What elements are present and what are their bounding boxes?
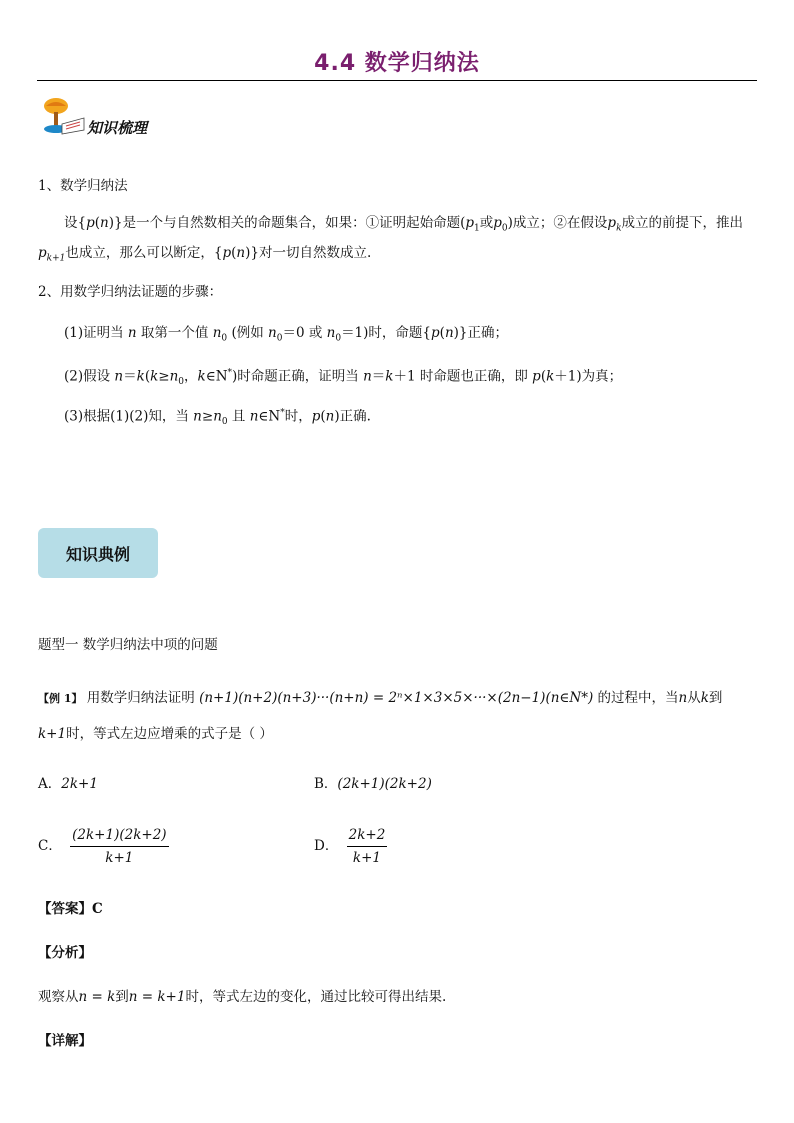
step-3: (3)根据(1)(2)知，当 $n\ge n_0$ 且 n∈N*时，p(n)正确. [64,408,371,428]
option-d: D． $\frac{2k+2}{k+1}$ [314,827,386,866]
item1-heading: 1、数学归纳法 [38,178,128,194]
example-line2: k+1时，等式左边应增乘的式子是（ ） [38,726,273,742]
option-b: B．(2k+1)(2k+2) [314,776,432,792]
example-line1: 【例 1】 用数学归纳法证明 (n+1)(n+2)(n+3)···(n+n) = 2ⁿ×1×3×5×···×(2n−1)(n∈N*) 的过程中，当n从k到 [38,690,723,706]
item2-heading: 2、用数学归纳法证题的步骤： [38,284,223,300]
item1-line2: $p_{k+1}$也成立，那么可以断定，{p(n)}对一切自然数成立. [38,245,372,264]
option-c: C． $\frac{(2k+1)(2k+2)}{k+1}$ [38,827,167,866]
analysis-text: 观察从n = k到n = k+1时，等式左边的变化，通过比较可得出结果. [38,989,447,1005]
lamp-icon [40,96,86,138]
step-2: (2)假设 $n=k(k\ge n_0$，k∈N*)时命题正确，证明当 n＝k＋1 时命题也正确，即 p(k＋1)为真； [64,368,623,388]
option-a: A．2k+1 [38,776,98,792]
page-title: 4.4 数学归纳法 [314,51,480,76]
title-divider [37,80,757,81]
section-badge: 知识典例 [38,528,158,578]
item1-line1: 设{p(n)}是一个与自然数相关的命题集合，如果：①证明起始命题($p_1$或$p_0$)成立；②在假设$p_k$成立的前提下，推出 [64,215,744,234]
analysis-heading: 【分析】 [38,945,92,961]
answer: 【答案】C [38,901,103,917]
section-label: 知识梳理 [87,119,148,137]
detail-heading: 【详解】 [38,1033,92,1049]
type-heading: 题型一 数学归纳法中项的问题 [38,637,218,653]
step-1: (1)证明当 n 取第一个值 $n_0$ (例如 $n_0=0$ 或 $n_0=1$)时，命题{p(n)}正确； [64,325,509,344]
example-expression: (n+1)(n+2)(n+3)···(n+n) = 2ⁿ×1×3×5×···×(2n−1)(n∈N*) [199,690,594,706]
